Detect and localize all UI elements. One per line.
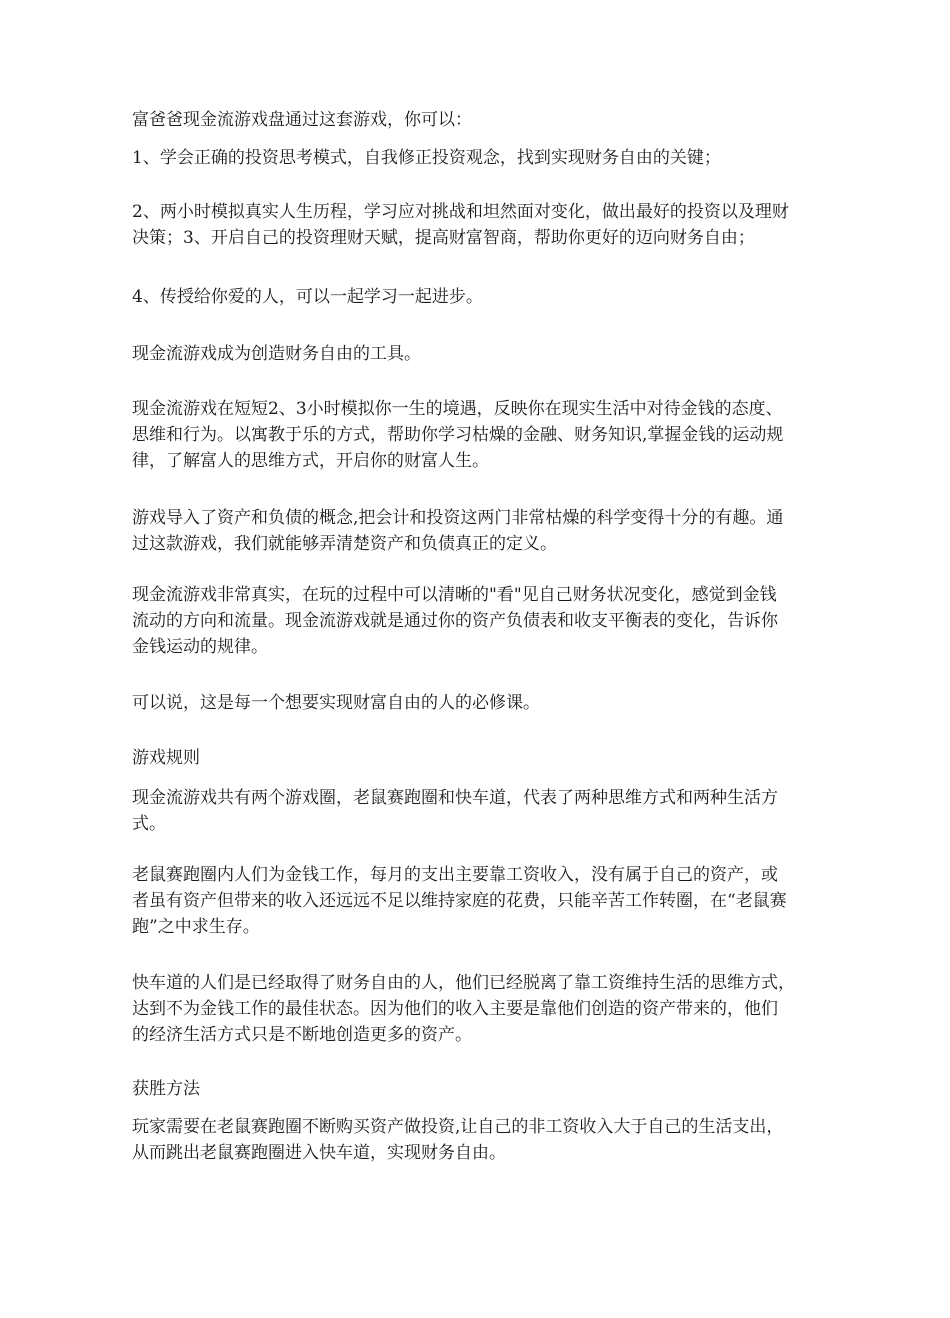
win-line-2: 从而跳出老鼠赛跑圈进入快车道，实现财务自由。: [132, 1143, 506, 1163]
tool-line: 现金流游戏成为创造财务自由的工具。: [132, 344, 421, 364]
intro-paragraph: [132, 107, 862, 133]
point-1-line: 1、学会正确的投资思考模式，自我修正投资观念，找到实现财务自由的关键；: [132, 148, 721, 168]
win-line-1: 玩家需要在老鼠赛跑圈不断购买资产做投资,让自己的非工资收入大于自己的生活支出，: [132, 1117, 784, 1137]
win-heading-text: 获胜方法: [132, 1079, 200, 1099]
fast-track-paragraph: [132, 970, 862, 1048]
point-1-paragraph: [132, 145, 862, 171]
rules-line-2: 式。: [132, 814, 166, 834]
description-1-line-3: 律，了解富人的思维方式，开启你的财富人生。: [132, 451, 489, 471]
win-heading: [132, 1076, 862, 1102]
rules-line-1: 现金流游戏共有两个游戏圈，老鼠赛跑圈和快车道，代表了两种思维方式和两种生活方: [132, 788, 778, 808]
tool-paragraph: [132, 341, 862, 367]
must-paragraph: [132, 690, 862, 716]
description-3-line-2: 流动的方向和流量。现金流游戏就是通过你的资产负债表和收支平衡表的变化，告诉你: [132, 611, 778, 631]
description-3-line-3: 金钱运动的规律。: [132, 637, 268, 657]
rat-race-line-3: 跑”之中求生存。: [132, 917, 260, 937]
rules-heading: [132, 745, 862, 771]
description-1-line-1: 现金流游戏在短短2、3小时模拟你一生的境遇，反映你在现实生活中对待金钱的态度、: [132, 399, 783, 419]
fast-track-line-3: 的经济生活方式只是不断地创造更多的资产。: [132, 1025, 472, 1045]
description-1-paragraph: [132, 396, 862, 474]
description-3-line-1: 现金流游戏非常真实，在玩的过程中可以清晰的"看"见自己财务状况变化，感觉到金钱: [132, 585, 777, 605]
point-2-line-1: 2、两小时模拟真实人生历程，学习应对挑战和坦然面对变化，做出最好的投资以及理财: [132, 202, 789, 222]
description-2-paragraph: [132, 505, 862, 557]
rules-heading-text: 游戏规则: [132, 748, 200, 768]
point-2-line-2: 决策；3、开启自己的投资理财天赋，提高财富智商，帮助你更好的迈向财务自由；: [132, 228, 755, 248]
description-1-line-2: 思维和行为。以寓教于乐的方式，帮助你学习枯燥的金融、财务知识,掌握金钱的运动规: [132, 425, 784, 445]
rat-race-paragraph: [132, 862, 862, 940]
must-line: 可以说，这是每一个想要实现财富自由的人的必修课。: [132, 693, 540, 713]
description-3-paragraph: [132, 582, 862, 660]
description-2-line-1: 游戏导入了资产和负债的概念,把会计和投资这两门非常枯燥的科学变得十分的有趣。通: [132, 508, 784, 528]
rat-race-line-1: 老鼠赛跑圈内人们为金钱工作，每月的支出主要靠工资收入，没有属于自己的资产，或: [132, 865, 778, 885]
fast-track-line-2: 达到不为金钱工作的最佳状态。因为他们的收入主要是靠他们创造的资产带来的，他们: [132, 999, 778, 1019]
rules-paragraph: [132, 785, 862, 837]
description-2-line-2: 过这款游戏，我们就能够弄清楚资产和负债真正的定义。: [132, 534, 557, 554]
point-4-paragraph: [132, 284, 862, 310]
fast-track-line-1: 快车道的人们是已经取得了财务自由的人，他们已经脱离了靠工资维持生活的思维方式，: [132, 973, 795, 993]
point-2-paragraph: [132, 199, 862, 251]
point-4-line: 4、传授给你爱的人，可以一起学习一起进步。: [132, 287, 483, 307]
win-paragraph: [132, 1114, 862, 1166]
intro-line: 富爸爸现金流游戏盘通过这套游戏，你可以：: [132, 110, 472, 130]
rat-race-line-2: 者虽有资产但带来的收入还远远不足以维持家庭的花费，只能辛苦工作转圈，在“老鼠赛: [132, 891, 787, 911]
